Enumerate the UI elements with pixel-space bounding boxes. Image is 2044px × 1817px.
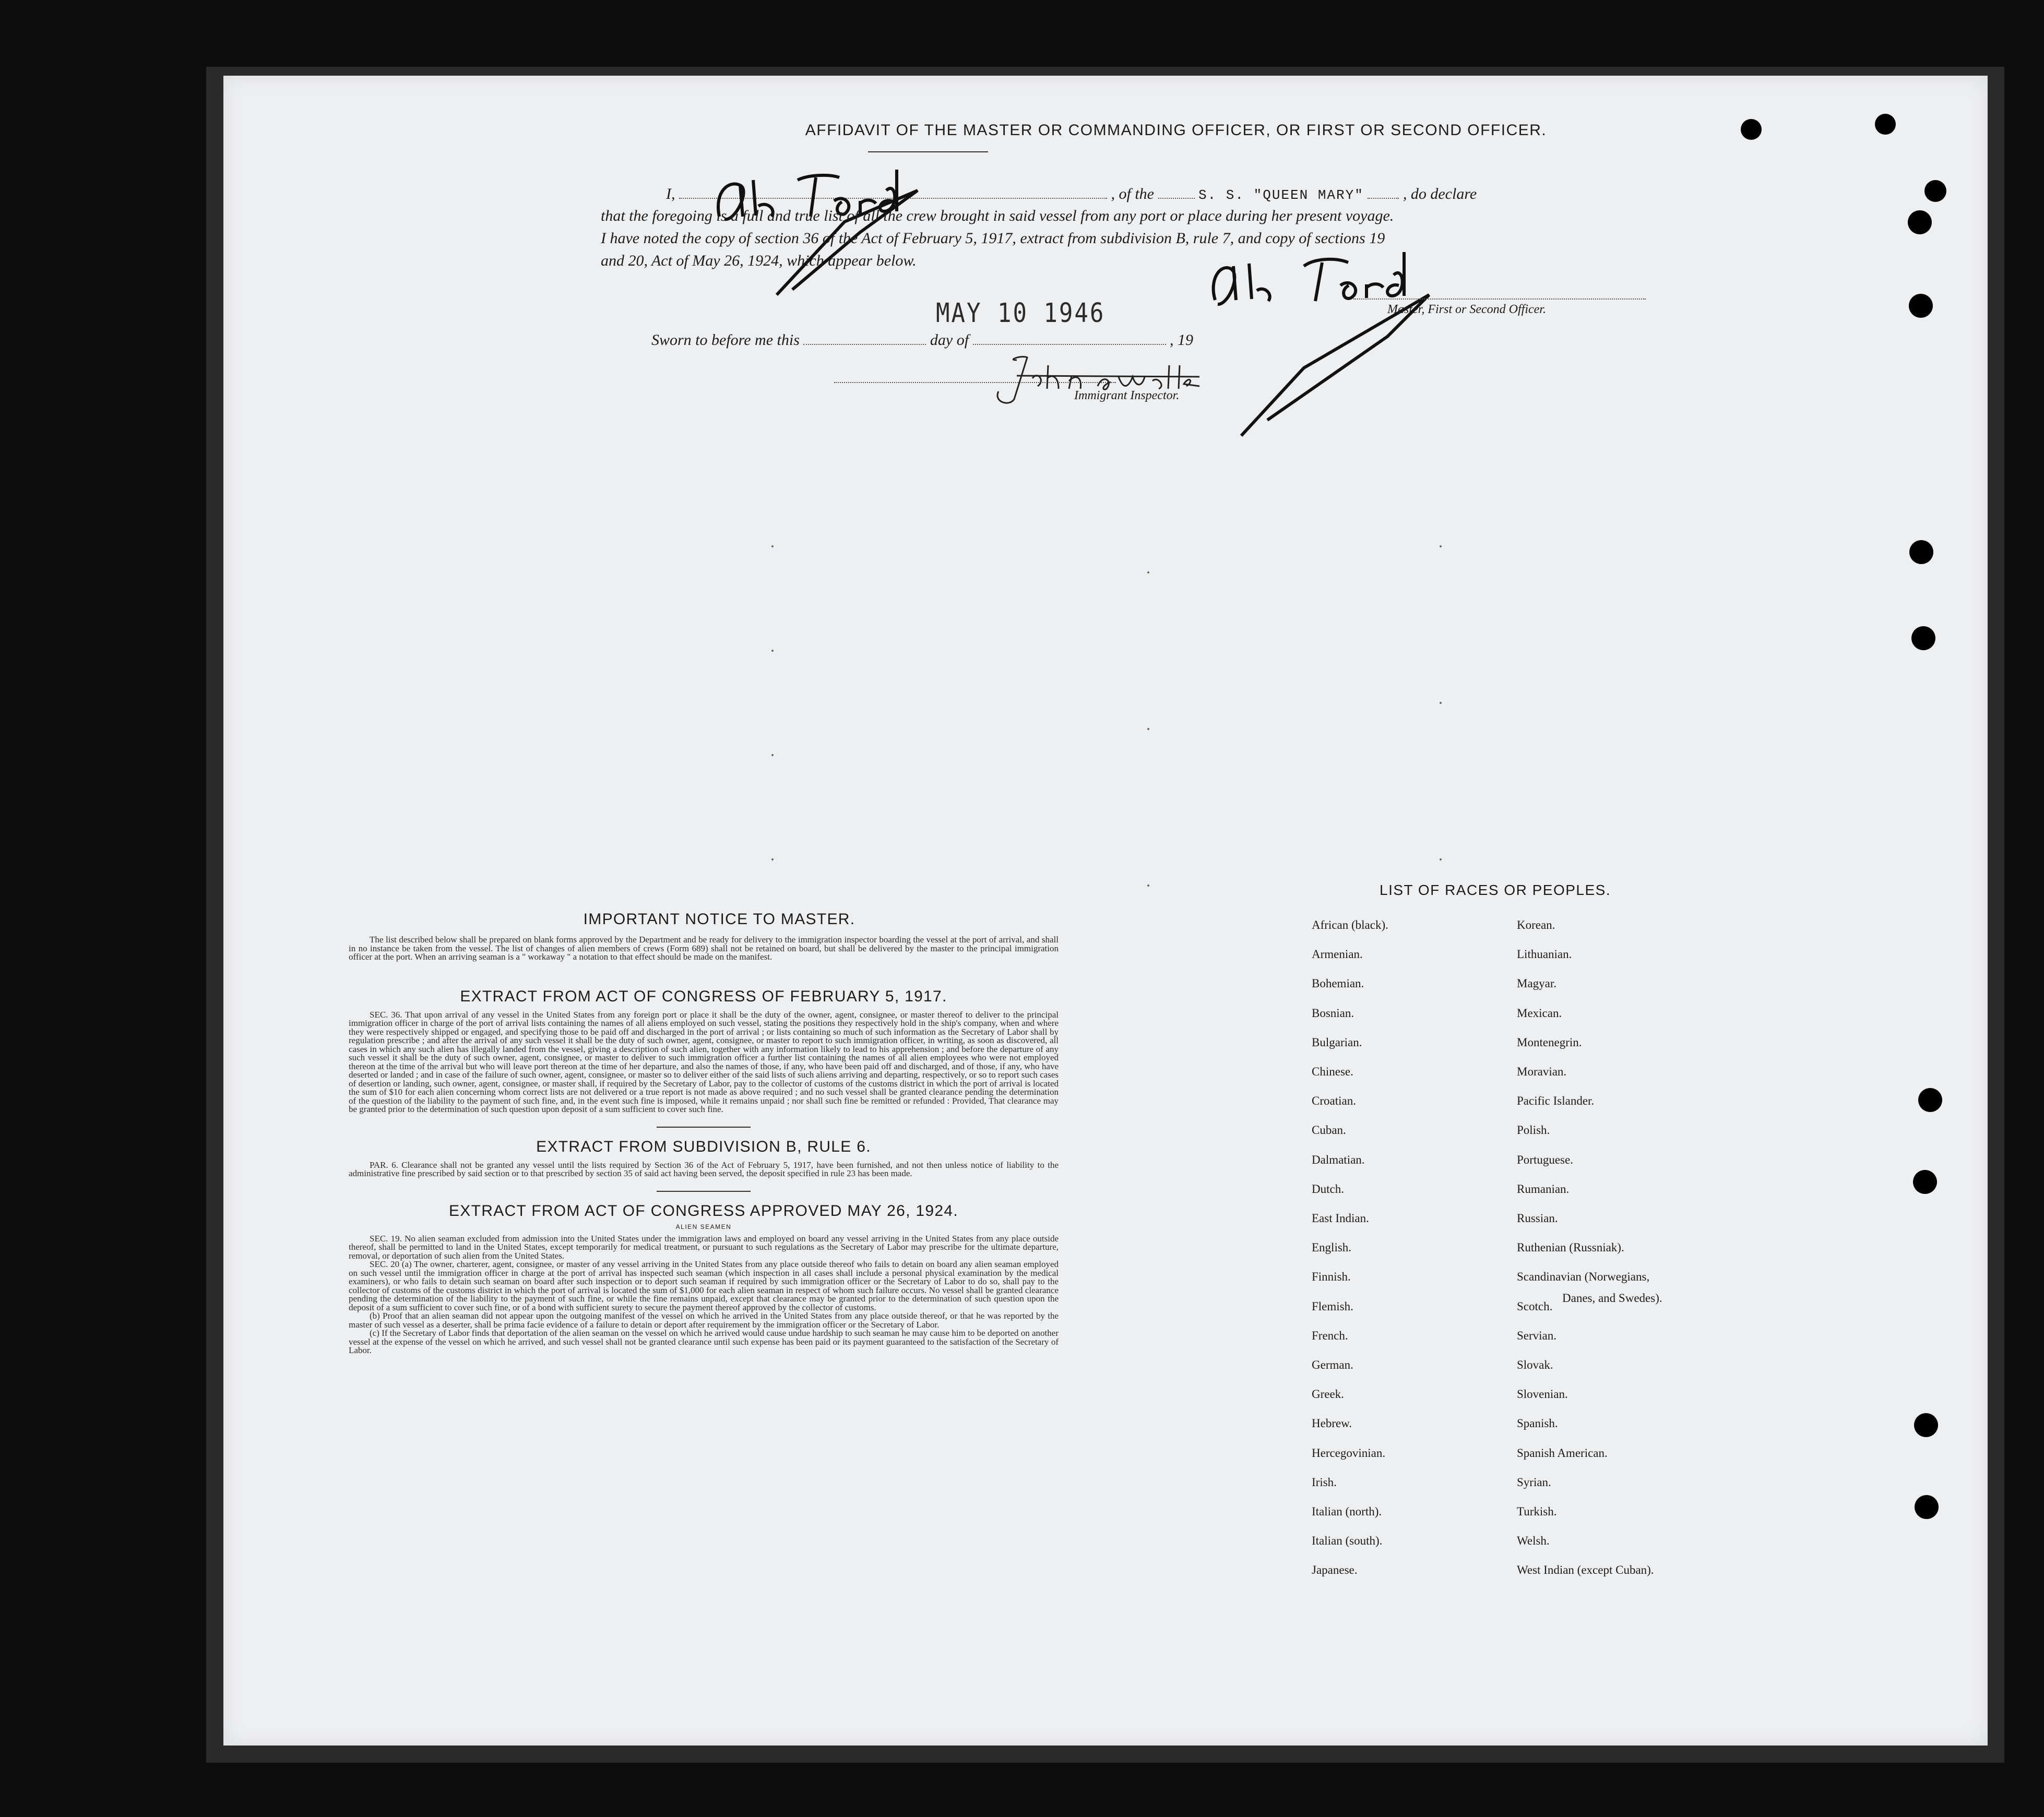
race-item-continuation: Danes, and Swedes). xyxy=(1562,1292,1662,1305)
guide-dot xyxy=(771,858,774,860)
race-item: Polish. xyxy=(1517,1123,1550,1137)
title-divider xyxy=(868,151,988,152)
extract-1924-paragraph: SEC. 20 (a) The owner, charterer, agent, consignee, or master of any vessel arriving in the United States from any place outside thereof who fails to detain on board any alien seaman employed on such vessel until the immigration officer in charge at the port of arrival has inspected such seaman (which inspection in all cases shall include a personal physical examination by the medical examiners), or who fails to detain such seaman on board after such inspection or to deport such seaman if required by such immigration officer or the Secretary of Labor to do so, shall pay to the collector of customs of the customs district in which the port of arrival is located the sum of $1,000 for each alien seaman in respect of whom such failure occurs. No vessel shall be granted clearance pending the determination of the liability to the payment of such fine, or while the fine remains unpaid, except that clearance may be granted prior to the determination of such question upon the deposit of a sum sufficient to cover such fine, or of a bond with sufficient surety to secure the payment thereof approved by the collector of customs. xyxy=(349,1259,1059,1312)
race-item: Italian (south). xyxy=(1312,1534,1383,1548)
punch-hole xyxy=(1909,540,1933,564)
notice-column xyxy=(349,911,1059,1355)
extract-1924-paragraph: (b) Proof that an alien seaman did not appear upon the outgoing manifest of the vessel on which he arrived in the United States from any place outside thereof, or that he was reported by the master of such vessel as a deserter, shall be prima facie evidence of a failure to detain or deport after requirement by the immigration officer or the Secretary of Labor. xyxy=(349,1311,1059,1330)
rule6-body xyxy=(349,1161,1059,1178)
year-prefix: , 19 xyxy=(1170,331,1194,349)
affidavit-line-4: and 20, Act of May 26, 1924, which appear below. xyxy=(601,252,917,269)
guide-dot xyxy=(1440,545,1442,547)
race-item: Syrian. xyxy=(1517,1475,1551,1489)
day-of-label: day of xyxy=(930,331,969,349)
sworn-day-field xyxy=(803,343,926,345)
master-signature-bottom xyxy=(1199,243,1586,441)
sworn-label: Sworn to before me this xyxy=(651,331,800,349)
punch-hole xyxy=(1915,1495,1939,1519)
vessel-prefix-dots xyxy=(1158,197,1195,199)
race-item: Moravian. xyxy=(1517,1065,1567,1078)
master-signature-top xyxy=(704,159,1132,295)
date-stamp: MAY 10 1946 xyxy=(936,298,1106,329)
sworn-month-field xyxy=(973,343,1166,345)
inspector-signature xyxy=(985,350,1205,412)
race-item: Spanish American. xyxy=(1517,1446,1608,1460)
race-item: Chinese. xyxy=(1312,1065,1353,1078)
punch-hole xyxy=(1911,626,1935,650)
race-item: Spanish. xyxy=(1517,1417,1558,1430)
race-item: West Indian (except Cuban). xyxy=(1517,1563,1654,1577)
race-item: Portuguese. xyxy=(1517,1153,1573,1166)
affidavit-line-2: that the foregoing is a full and true list of all the crew brought in said vessel from any port or place during her present voyage. xyxy=(601,207,1394,224)
vessel-suffix-dots xyxy=(1368,197,1399,199)
race-item: African (black). xyxy=(1312,918,1388,931)
manifest-page xyxy=(223,76,1988,1746)
race-item: Italian (north). xyxy=(1312,1505,1382,1518)
race-item: German. xyxy=(1312,1358,1353,1371)
punch-hole xyxy=(1918,1088,1942,1112)
race-item: Hebrew. xyxy=(1312,1417,1352,1430)
race-item: Cuban. xyxy=(1312,1123,1346,1137)
alien-seamen-subtitle: ALIEN SEAMEN xyxy=(675,1223,732,1230)
punch-hole xyxy=(1914,1413,1938,1437)
race-item: Lithuanian. xyxy=(1517,948,1572,961)
race-item: French. xyxy=(1312,1329,1348,1342)
race-item: Irish. xyxy=(1312,1475,1337,1489)
race-item: Servian. xyxy=(1517,1329,1557,1342)
race-item: Greek. xyxy=(1312,1388,1344,1401)
race-item: Russian. xyxy=(1517,1212,1558,1225)
guide-dot xyxy=(1147,884,1149,887)
race-item: Pacific Islander. xyxy=(1517,1094,1595,1108)
extract-1924-title: EXTRACT FROM ACT OF CONGRESS APPROVED MAY 26, 1924. xyxy=(449,1202,958,1220)
race-item: Magyar. xyxy=(1517,977,1557,990)
extract-1924-paragraph: SEC. 19. No alien seaman excluded from admission into the United States under the immigration laws and employed on board any vessel arriving in the United States from any place outside thereof, shall be permitted to land in the United States, except temporarily for medical treatment, or pursuant to such regulations as the Secretary of Labor may prescribe for the ultimate departure, removal, or deportation of such alien from the United States. xyxy=(349,1233,1059,1261)
race-item: Turkish. xyxy=(1517,1505,1557,1518)
punch-hole xyxy=(1909,294,1933,318)
race-item: Welsh. xyxy=(1517,1534,1550,1548)
race-item: Finnish. xyxy=(1312,1270,1351,1284)
race-item: Bosnian. xyxy=(1312,1006,1354,1020)
extract-1924-paragraph: (c) If the Secretary of Labor finds that deportation of the alien seaman on the vessel on which he arrived would cause undue hardship to such seaman he may cause him to be deported on another vessel at the expense of the vessel on which he arrived, and such vessel shall not be granted clearance until such expense has been paid or its payment guaranteed to the satisfaction of the Secretary of Labor. xyxy=(349,1328,1059,1355)
section-divider xyxy=(657,1127,751,1128)
do-declare-label: , do declare xyxy=(1403,185,1477,202)
officer-signature-line xyxy=(1353,297,1646,300)
guide-dot xyxy=(1147,571,1149,573)
guide-dot xyxy=(771,754,774,756)
race-item: Dutch. xyxy=(1312,1182,1344,1196)
rule6-paragraph: PAR. 6. Clearance shall not be granted any vessel until the lists required by Section 36 of the Act of February 5, 1917, have been furnished, and not then unless notice of liability to the administrative fine prescribed by said section or to that prescribed by section 35 of said act having been served, the deposit specified in rule 23 has been made. xyxy=(349,1159,1059,1178)
punch-hole xyxy=(1924,180,1946,202)
notice-paragraph: The list described below shall be prepared on blank forms approved by the Department and be ready for delivery to the immigration inspector boarding the vessel at the port of arrival, and shall in no instance be taken from the vessel. The list of changes of alien members of crews (Form 689) shall not be retained on board, but shall be delivered by the master to the principal immigration officer at the port. When an arriving seaman is a " workaway " a notation to that effect should be made on the manifest. xyxy=(349,935,1059,962)
inspector-caption: Immigrant Inspector. xyxy=(1074,389,1180,402)
section-divider xyxy=(657,1191,751,1192)
race-item: English. xyxy=(1312,1241,1352,1254)
race-item: Croatian. xyxy=(1312,1094,1356,1108)
punch-hole xyxy=(1741,119,1762,140)
guide-dot xyxy=(771,545,774,547)
officer-caption: Master, First or Second Officer. xyxy=(1387,303,1546,316)
notice-body xyxy=(349,936,1059,962)
race-item: Hercegovinian. xyxy=(1312,1446,1386,1460)
rule6-title: EXTRACT FROM SUBDIVISION B, RULE 6. xyxy=(536,1138,871,1155)
vessel-name: S. S. "QUEEN MARY" xyxy=(1198,187,1364,203)
guide-dot xyxy=(1147,728,1149,730)
extract-1917-title: EXTRACT FROM ACT OF CONGRESS OF FEBRUARY 5, 1917. xyxy=(460,987,947,1005)
of-the-label: , of the xyxy=(1111,185,1154,202)
guide-dot xyxy=(1440,858,1442,860)
race-item: Scotch. xyxy=(1517,1299,1553,1313)
punch-hole xyxy=(1875,114,1896,135)
punch-hole xyxy=(1913,1170,1937,1194)
guide-dot xyxy=(771,650,774,652)
race-item: Slovak. xyxy=(1517,1358,1553,1371)
extract-1924-body xyxy=(349,1235,1059,1355)
race-item: East Indian. xyxy=(1312,1212,1369,1225)
race-item: Rumanian. xyxy=(1517,1182,1570,1196)
affidavit-title: AFFIDAVIT OF THE MASTER OR COMMANDING OFFICER, OR FIRST OR SECOND OFFICER. xyxy=(805,122,1547,139)
extract-1917-body xyxy=(349,1011,1059,1114)
race-item: Slovenian. xyxy=(1517,1388,1568,1401)
extract-1917-paragraph: SEC. 36. That upon arrival of any vessel in the United States from any foreign port or place it shall be the duty of the owner, agent, consignee, or master thereof to deliver to the principal immigration officer in charge of the port of arrival lists containing the names of all aliens employed on such vessel, stating the positions they respectively hold in the ship's company, when and where they were respectively shipped or engaged, and specifying those to be paid off and discharged in the port of arrival ; or lists containing so much of such information as the Secretary of Labor shall by regulation prescribe ; and after the arrival of any such vessel it shall be the duty of such owner, agent, consignee, or master to report to such immigration officer, in writing, as soon as discovered, all cases in which any such alien has illegally landed from the vessel, giving a description of such alien, together with any information likely to lead to his apprehension ; and before the departure of any such vessel it shall be the duty of such owner, agent, consignee, or master to deliver to such immigration officer a further list containing the names of all alien employees who were not employed thereon at the time of the arrival but who will leave port thereon at the time of her departure, and also the names of those, if any, who have been paid off and discharged, and of those, if any, who have deserted or landed ; and in case of the failure of such owner, agent, consignee, or master so to deliver either of the said lists of such aliens arriving and departing, respectively, or so to report such cases of desertion or landing, such owner, agent, consignee, or master shall, if required by the Secretary of Labor, pay to the collector of customs of the customs district in which the port of arrival is located the sum of $10 for each alien concerning whom correct lists are not delivered or a true report is not made as above required ; and no such vessel shall be granted clearance pending the determination of the question of the liability to the payment of such fine, and, in the event such fine is imposed, while it remains unpaid ; nor shall such fine be remitted or refunded : Provided, That clearance may be granted prior to the determination of such question upon deposit of a sum sufficient to cover such fine. xyxy=(349,1009,1059,1114)
race-item: Dalmatian. xyxy=(1312,1153,1365,1166)
sworn-line xyxy=(651,331,1193,349)
race-item: Korean. xyxy=(1517,918,1555,931)
notice-title: IMPORTANT NOTICE TO MASTER. xyxy=(583,911,855,928)
punch-hole xyxy=(1908,210,1932,234)
race-item: Armenian. xyxy=(1312,948,1363,961)
race-item: Bohemian. xyxy=(1312,977,1364,990)
guide-dot xyxy=(1440,702,1442,704)
declarant-prefix: I, xyxy=(666,185,675,202)
race-item: Japanese. xyxy=(1312,1563,1358,1577)
race-item: Bulgarian. xyxy=(1312,1035,1362,1049)
race-item: Flemish. xyxy=(1312,1299,1353,1313)
race-item: Scandinavian (Norwegians, xyxy=(1517,1270,1650,1284)
race-item: Ruthenian (Russniak). xyxy=(1517,1241,1624,1254)
race-item: Montenegrin. xyxy=(1517,1035,1582,1049)
race-item: Mexican. xyxy=(1517,1006,1562,1020)
races-title: LIST OF RACES OR PEOPLES. xyxy=(1380,882,1611,898)
affidavit-line-3: I have noted the copy of section 36 of the Act of February 5, 1917, extract from subdivision B, rule 7, and copy of sections 19 xyxy=(601,230,1385,247)
